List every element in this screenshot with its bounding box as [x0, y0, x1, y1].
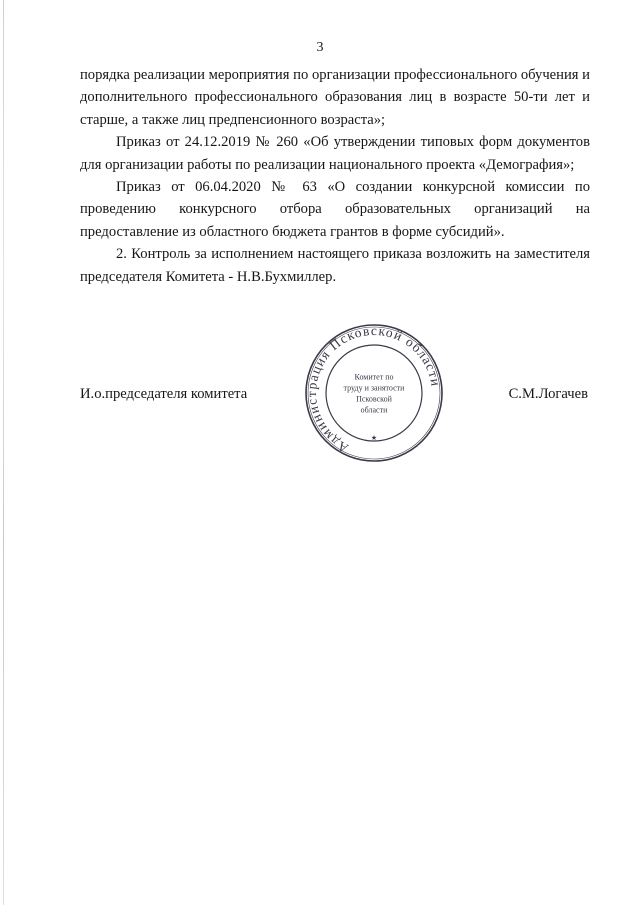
page-number: 3 — [316, 40, 324, 55]
signatory-title: И.о.председателя комитета — [80, 386, 248, 402]
paragraph-order-63: Приказ от 06.04.2020 № 63 «О создании конкурсной комиссии по проведению конкурсного отбора образовательных организаций на предоставление из областного бюджета грантов в форме субсидий». — [80, 179, 590, 240]
signatory-name: С.М.Логачев — [508, 386, 588, 402]
seal-inner-ring — [326, 345, 422, 441]
paragraph-control-clause: 2. Контроль за исполнением настоящего приказа возложить на заместителя председателя Комитета - Н.В.Бухмиллер. — [80, 246, 590, 285]
paragraph-order-260: Приказ от 24.12.2019 № 260 «Об утверждении типовых форм документов для организации работы по реализации национального проекта «Демография»; — [80, 134, 590, 173]
paragraph-continuation: порядка реализации мероприятия по организации профессионального обучения и дополнительного профессионального образования лиц в возрасте 50-ти лет и старше, а также лиц предпенсионного возраста»; — [80, 67, 590, 128]
seal-center-line: Комитет по — [354, 372, 394, 382]
seal-center-line: труду и занятости — [343, 383, 405, 393]
official-seal — [303, 322, 445, 464]
seal-ring-text: Администрация Псковской области — [303, 322, 444, 457]
document-body — [80, 64, 590, 288]
seal-star-icon: ★ — [370, 434, 378, 442]
seal-center-line: Псковской — [356, 394, 392, 404]
scan-edge — [3, 0, 4, 905]
seal-center-text — [344, 373, 406, 415]
seal-center-line: области — [360, 405, 388, 415]
